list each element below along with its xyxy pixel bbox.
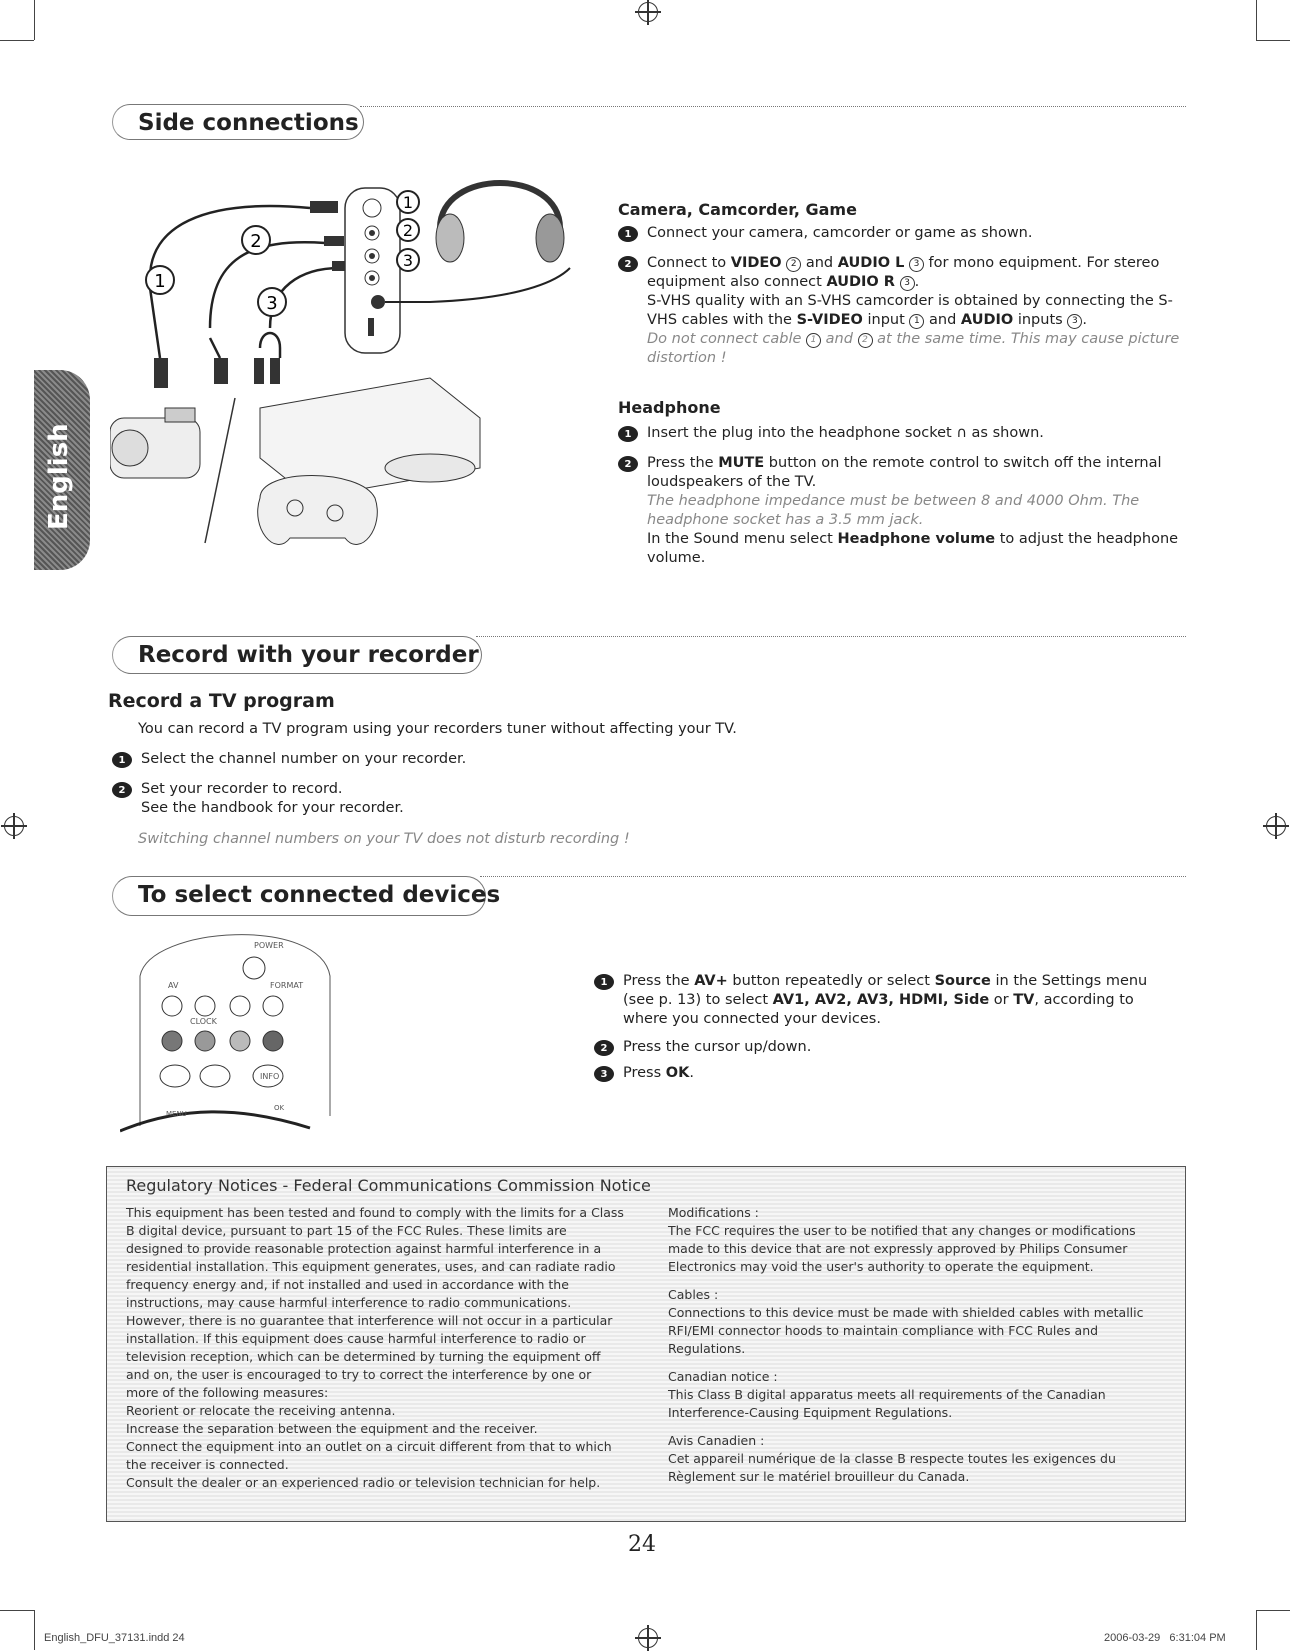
footer-filename: English_DFU_37131.indd 24 — [44, 1632, 185, 1644]
step-number-3: 3 — [594, 1066, 614, 1082]
cables-text: Connections to this device must be made with shielded cables with metallic RFI/EMI connector hoods to maintain compliance with FCC Rules and Regulations. — [668, 1305, 1144, 1356]
crop-mark — [34, 0, 35, 40]
modifications-text: The FCC requires the user to be notified that any changes or modifications made to this device that are not expressly approved by Philips Consumer Electronics may void the user's authority to operate the equipment. — [668, 1223, 1136, 1274]
step-number-2: 2 — [112, 782, 132, 798]
regulatory-measure: Connect the equipment into an outlet on a circuit different from that to which the receiver is connected. — [126, 1439, 612, 1472]
camera-step-2 — [618, 254, 1188, 368]
select-step-1 — [594, 972, 1164, 1029]
page-number: 24 — [628, 1532, 656, 1557]
canadian-text: This Class B digital apparatus meets all requirements of the Canadian Interference-Causing Equipment Regulations. — [668, 1387, 1106, 1420]
remote-format-label: FORMAT — [270, 981, 304, 990]
crop-mark — [1256, 0, 1257, 40]
step-text: Press the MUTE button on the remote control to switch off the internal loudspeakers of the TV. The headphone impedance must be between 8 and 4000 Ohm. The headphone socket has a 3.5 mm jack. In the Sound menu select Headphone volume to adjust the headphone volume. — [647, 455, 1179, 566]
step-number-2: 2 — [618, 256, 638, 272]
callout-1: 1 — [154, 271, 166, 292]
step-number-2: 2 — [594, 1040, 614, 1056]
step-text: Press OK. — [623, 1065, 694, 1081]
remote-ok-label: OK — [274, 1104, 285, 1112]
step-number-1: 1 — [618, 226, 638, 242]
crop-mark — [0, 1610, 34, 1611]
callout-3: 3 — [402, 251, 414, 270]
crop-mark — [0, 40, 34, 41]
callout-2: 2 — [250, 231, 262, 252]
camera-step-1 — [618, 224, 1188, 243]
side-connections-diagram — [110, 168, 610, 588]
step-text: Press the cursor up/down. — [623, 1039, 812, 1055]
select-devices-title: To select connected devices — [138, 882, 501, 908]
callout-2: 2 — [402, 221, 414, 240]
step-number-1: 1 — [618, 426, 638, 442]
crop-mark — [1256, 1610, 1257, 1650]
registration-mark-icon — [1266, 816, 1286, 836]
avis-text: Cet appareil numérique de la classe B respecte toutes les exigences du Règlement sur le matériel brouilleur du Canada. — [668, 1451, 1116, 1484]
regulatory-title: Regulatory Notices - Federal Communications Commission Notice — [126, 1176, 651, 1195]
regulatory-measure: Reorient or relocate the receiving antenna. — [126, 1403, 396, 1418]
step-text: Connect to VIDEO 2 and AUDIO L 3 for mono equipment. For stereo equipment also connect AUDIO R 3 . S-VHS quality with an S-VHS camcorder is obtained by connecting the S-VHS cables with the S-VIDEO input 1 and AUDIO inputs 3 . Do not connect cable 1 and 2 at the same time. This may cause picture distortion ! — [647, 255, 1180, 366]
remote-clock-label: CLOCK — [190, 1017, 217, 1026]
section-divider — [476, 636, 1186, 637]
language-tab-label: English — [44, 423, 74, 530]
crop-mark — [34, 1610, 35, 1650]
camera-heading: Camera, Camcorder, Game — [618, 200, 857, 219]
headphone-step-1 — [618, 424, 1188, 443]
step-text: Set your recorder to record. See the handbook for your recorder. — [141, 781, 404, 816]
step-text: Connect your camera, camcorder or game as shown. — [647, 225, 1033, 241]
registration-mark-icon — [4, 816, 24, 836]
remote-menu-label: MENU — [166, 1110, 187, 1118]
select-step-2 — [594, 1038, 1164, 1057]
step-text: Select the channel number on your recorder. — [141, 751, 467, 767]
step-number-1: 1 — [112, 752, 132, 768]
section-divider — [360, 106, 1186, 107]
step-number-2: 2 — [618, 456, 638, 472]
select-step-3 — [594, 1064, 1164, 1083]
side-connections-title: Side connections — [138, 110, 359, 136]
record-intro: You can record a TV program using your recorders tuner without affecting your TV. — [138, 721, 737, 737]
regulatory-paragraph: This equipment has been tested and found to comply with the limits for a Class B digital device, pursuant to part 15 of the FCC Rules. These limits are designed to provide reasonable protection against harmful interference in a residential installation. This equipment generates, uses, and can radiate radio frequency energy and, if not installed and used in accordance with the instructions, may cause harmful interference to radio communications. However, there is no guarantee that interference will not occur in a particular installation. If this equipment does cause harmful interference to radio or television reception, which can be determined by turning the equipment off and on, the user is encouraged to try to correct the interference by one or more of the following measures: — [126, 1205, 624, 1400]
headphone-step-2 — [618, 454, 1188, 568]
cables-title: Cables : — [668, 1287, 719, 1302]
registration-mark-icon — [638, 1628, 658, 1648]
canadian-title: Canadian notice : — [668, 1369, 778, 1384]
step-number-1: 1 — [594, 974, 614, 990]
callout-3: 3 — [266, 293, 278, 314]
footer-timestamp: 2006-03-29 6:31:04 PM — [1104, 1632, 1226, 1644]
regulatory-right-column — [668, 1204, 1168, 1486]
step-text: Press the AV+ button repeatedly or select Source in the Settings menu (see p. 13) to select AV1, AV2, AV3, HDMI, Side or TV, according to where you connected your devices. — [623, 973, 1148, 1027]
regulatory-measure: Increase the separation between the equipment and the receiver. — [126, 1421, 538, 1436]
headphone-heading: Headphone — [618, 398, 721, 417]
regulatory-measure: Consult the dealer or an experienced radio or television technician for help. — [126, 1475, 601, 1490]
modifications-title: Modifications : — [668, 1205, 759, 1220]
avis-title: Avis Canadien : — [668, 1433, 765, 1448]
callout-1: 1 — [402, 193, 414, 212]
section-divider — [480, 876, 1186, 877]
record-step-2 — [112, 780, 1112, 818]
headphone-icon: ∩ — [956, 425, 967, 441]
regulatory-left-column — [126, 1204, 626, 1492]
remote-power-label: POWER — [254, 941, 284, 950]
record-step-1 — [112, 750, 1112, 769]
remote-control-diagram — [120, 916, 350, 1136]
step-text: Insert the plug into the headphone socket ∩ as shown. — [647, 425, 1044, 441]
record-title: Record with your recorder — [138, 642, 479, 668]
remote-av-label: AV — [168, 981, 179, 990]
crop-mark — [1256, 1610, 1290, 1611]
remote-info-label: INFO — [260, 1072, 280, 1081]
record-heading: Record a TV program — [108, 690, 335, 712]
crop-mark — [1256, 40, 1290, 41]
registration-mark-icon — [638, 2, 658, 22]
record-note: Switching channel numbers on your TV does not disturb recording ! — [138, 831, 630, 847]
